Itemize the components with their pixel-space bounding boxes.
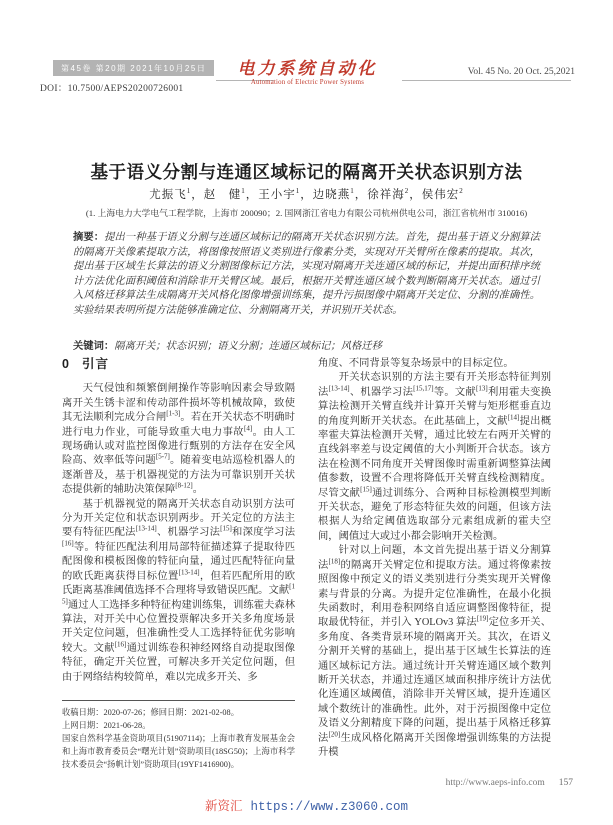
abstract-block: [73, 231, 540, 319]
volume-info: Vol. 45 No. 20 Oct. 25,2021: [467, 67, 575, 77]
keywords-block: [73, 337, 540, 352]
intro-paragraph-2: 基于机器视觉的隔离开关状态自动识别方法可分为开关定位和状态识别两步。开关定位的方法主要有特征匹配法[13-14]、机器学习法[15]和深度学习法[16]等。特征匹配法利用局部特征描述算子提取待匹配图像和模板图像的特征向量，通过匹配特征向量的欧氏距离获得目标位置[13-14]，但若匹配所用的欧氏距离基准阈值选择不合理将导致错误匹配。文献[15]通过人工选择多种特征构建训练集，训练霍夫森林算法，对开关中心位置投票解决多开关多角度场景开关定位问题，但准确性受人工选择特征优劣影响较大。文献[16]通过训练卷积神经网络自动提取图像特征，确定开关位置，可解决多开关定位问题，但由于网络结构较简单，难以完成多开关、多: [62, 498, 296, 683]
intro-paragraph-1: 天气侵蚀和频繁倒闸操作等影响因素会导致隔离开关生锈卡涩和传动部件损坏等机械故障，致使其无法顺利完成分合闸[1-3]。若在开关状态不明确时进行电力作业，可能导致重大电力事故[4]。由人工现场确认或对监控图像进行甄别的方法存在安全风险高、效率低等问题[5-7]。随着变电站巡检机器人的逐渐普及，基于机器视觉的方法为可靠识别开关状态提供新的辅助决策保障[8-12]。: [62, 383, 296, 496]
footnote-funding: 国家自然科学基金资助项目(51907114)；上海市教育发展基金会和上海市教育委员会“曙光计划”资助项目(18SG50)；上海市科学技术委员会“扬帆计划”资助项目(19YF1416900)。: [62, 734, 295, 769]
author-name: 王小宇$^1$: [258, 187, 301, 201]
author-name: 侯伟宏$^2$: [421, 187, 464, 201]
page-number: 157: [558, 778, 573, 788]
issue-badge: 第45卷 第20期 2021年10月25日: [53, 60, 214, 76]
section-number: 0: [62, 357, 70, 371]
author-line: 尤振飞$^1$，赵 健$^1$，王小宇$^1$，边晓燕$^1$，徐祥海$^2$，侯伟宏$^2$: [149, 187, 464, 201]
journal-name-cn: 电力系统自动化: [237, 59, 378, 78]
watermark-brand: 新资汇: [204, 800, 243, 814]
footnote-online-date: 上网日期：2021-06-28。: [62, 721, 151, 730]
doi-text: DOI：10.7500/AEPS20200726001: [40, 84, 184, 94]
abstract-label: 摘要：: [73, 232, 105, 243]
page-header: [40, 60, 575, 108]
author-name: 徐祥海$^2$: [367, 187, 410, 201]
intro-paragraph-4: 针对以上问题，本文首先提出基于语义分割算法[18]的隔离开关臂定位和提取方法。通过将像素按照图像中预定义的语义类别进行分类实现开关臂像素与背景的分离。为提升定位准确性，在最小化损失函数时，利用卷积网络自适应调整图像特征，提取最优特征，并引入 YOLOv3 算法[19]定位多开关、多角度、各类背景环境的隔离开关。其次，在语义分割开关臂的基础上，提出基于区域生长算法的连通区域标记方法。通过统计开关臂连通区域个数判断开关状态，并通过连通区域面积排序统计方法优化连通区域阈值，消除非开关臂区域，提升连通区域个数统计的准确性。此外，对于污损图像中定位及语义分割精度下降的问题，提出基于风格迁移算法[20]生成风格化隔离开关图像增强训练集的方法提升模: [318, 545, 551, 758]
column-right: [318, 357, 551, 771]
column-left: [62, 357, 295, 771]
watermark: [0, 796, 613, 814]
body-columns: [62, 357, 551, 771]
page-footer: [446, 778, 573, 788]
journal-name-en: Automation of Electric Power Systems: [250, 79, 365, 86]
section-title: 引言: [81, 357, 109, 371]
footnote-received-date: 收稿日期：2020-07-26；修回日期：2021-02-08。: [62, 708, 239, 717]
keywords-label: 关键词：: [73, 341, 115, 352]
section-heading: [62, 357, 295, 371]
author-name: 边晓燕$^1$: [312, 187, 355, 201]
author-name: 尤振飞$^1$: [149, 187, 192, 201]
author-name: 赵 健$^1$: [203, 187, 246, 201]
watermark-link[interactable]: https://www.z3060.com: [250, 800, 409, 814]
keywords-text: 隔离开关；状态识别；语义分割；连通区域标记；风格迁移: [114, 341, 382, 352]
footnote-block: [62, 700, 295, 771]
affiliation-line: (1. 上海电力大学电气工程学院，上海市 200090；2. 国网浙江省电力有限公司杭州供电公司，浙江省杭州市 310016): [85, 208, 528, 218]
article-title: 基于语义分割与连通区域标记的隔离开关状态识别方法: [90, 161, 523, 182]
abstract-text: 提出一种基于语义分割与连通区域标记的隔离开关状态识别方法。首先，提出基于语义分割算法的隔离开关像素提取方法，将图像按照语义类别进行像素分类，实现对开关臂所在像素的提取。其次，提出基于区域生长算法的语义分割图像标记方法，实现对隔离开关连通区域的标记，并提出面积排序统计方法优化面积阈值和消除非开关臂区域。最后，根据开关臂连通区域个数判断隔离开关状态。通过引入风格迁移算法生成隔离开关风格化图像增强训练集，提升污损图像中隔离开关定位、分割的准确性。实验结果表明所提方法能够准确定位、分割隔离开关，并识别开关状态。: [73, 232, 540, 316]
intro-paragraph-2-continued: 角度、不同背景等复杂场景中的目标定位。: [318, 358, 514, 369]
intro-paragraph-3: 开关状态识别的方法主要有开关形态特征判别法[13-14]、机器学习法[15,17]等。文献[13]利用霍夫变换算法检测开关臂直线并计算开关臂与矩形框垂直边的角度判断开关状态。在此基础上，文献[14]提出概率霍夫算法检测开关臂，通过比较左右两开关臂的直线斜率差与设定阈值的大小判断开合状态。该方法在检测不同角度开关臂图像时需重新调整算法阈值参数，设置不合理将降低开关臂直线检测精度。尽管文献[15]通过训练分、合两种目标检测模型判断开关状态，避免了形态特征失效的问题，但该方法根据人为给定阈值选取部分元素组成新的霍夫空间，阈值过大或过小都会影响开关检测。: [318, 372, 551, 542]
journal-url: http://www.aeps-info.com: [445, 778, 545, 788]
